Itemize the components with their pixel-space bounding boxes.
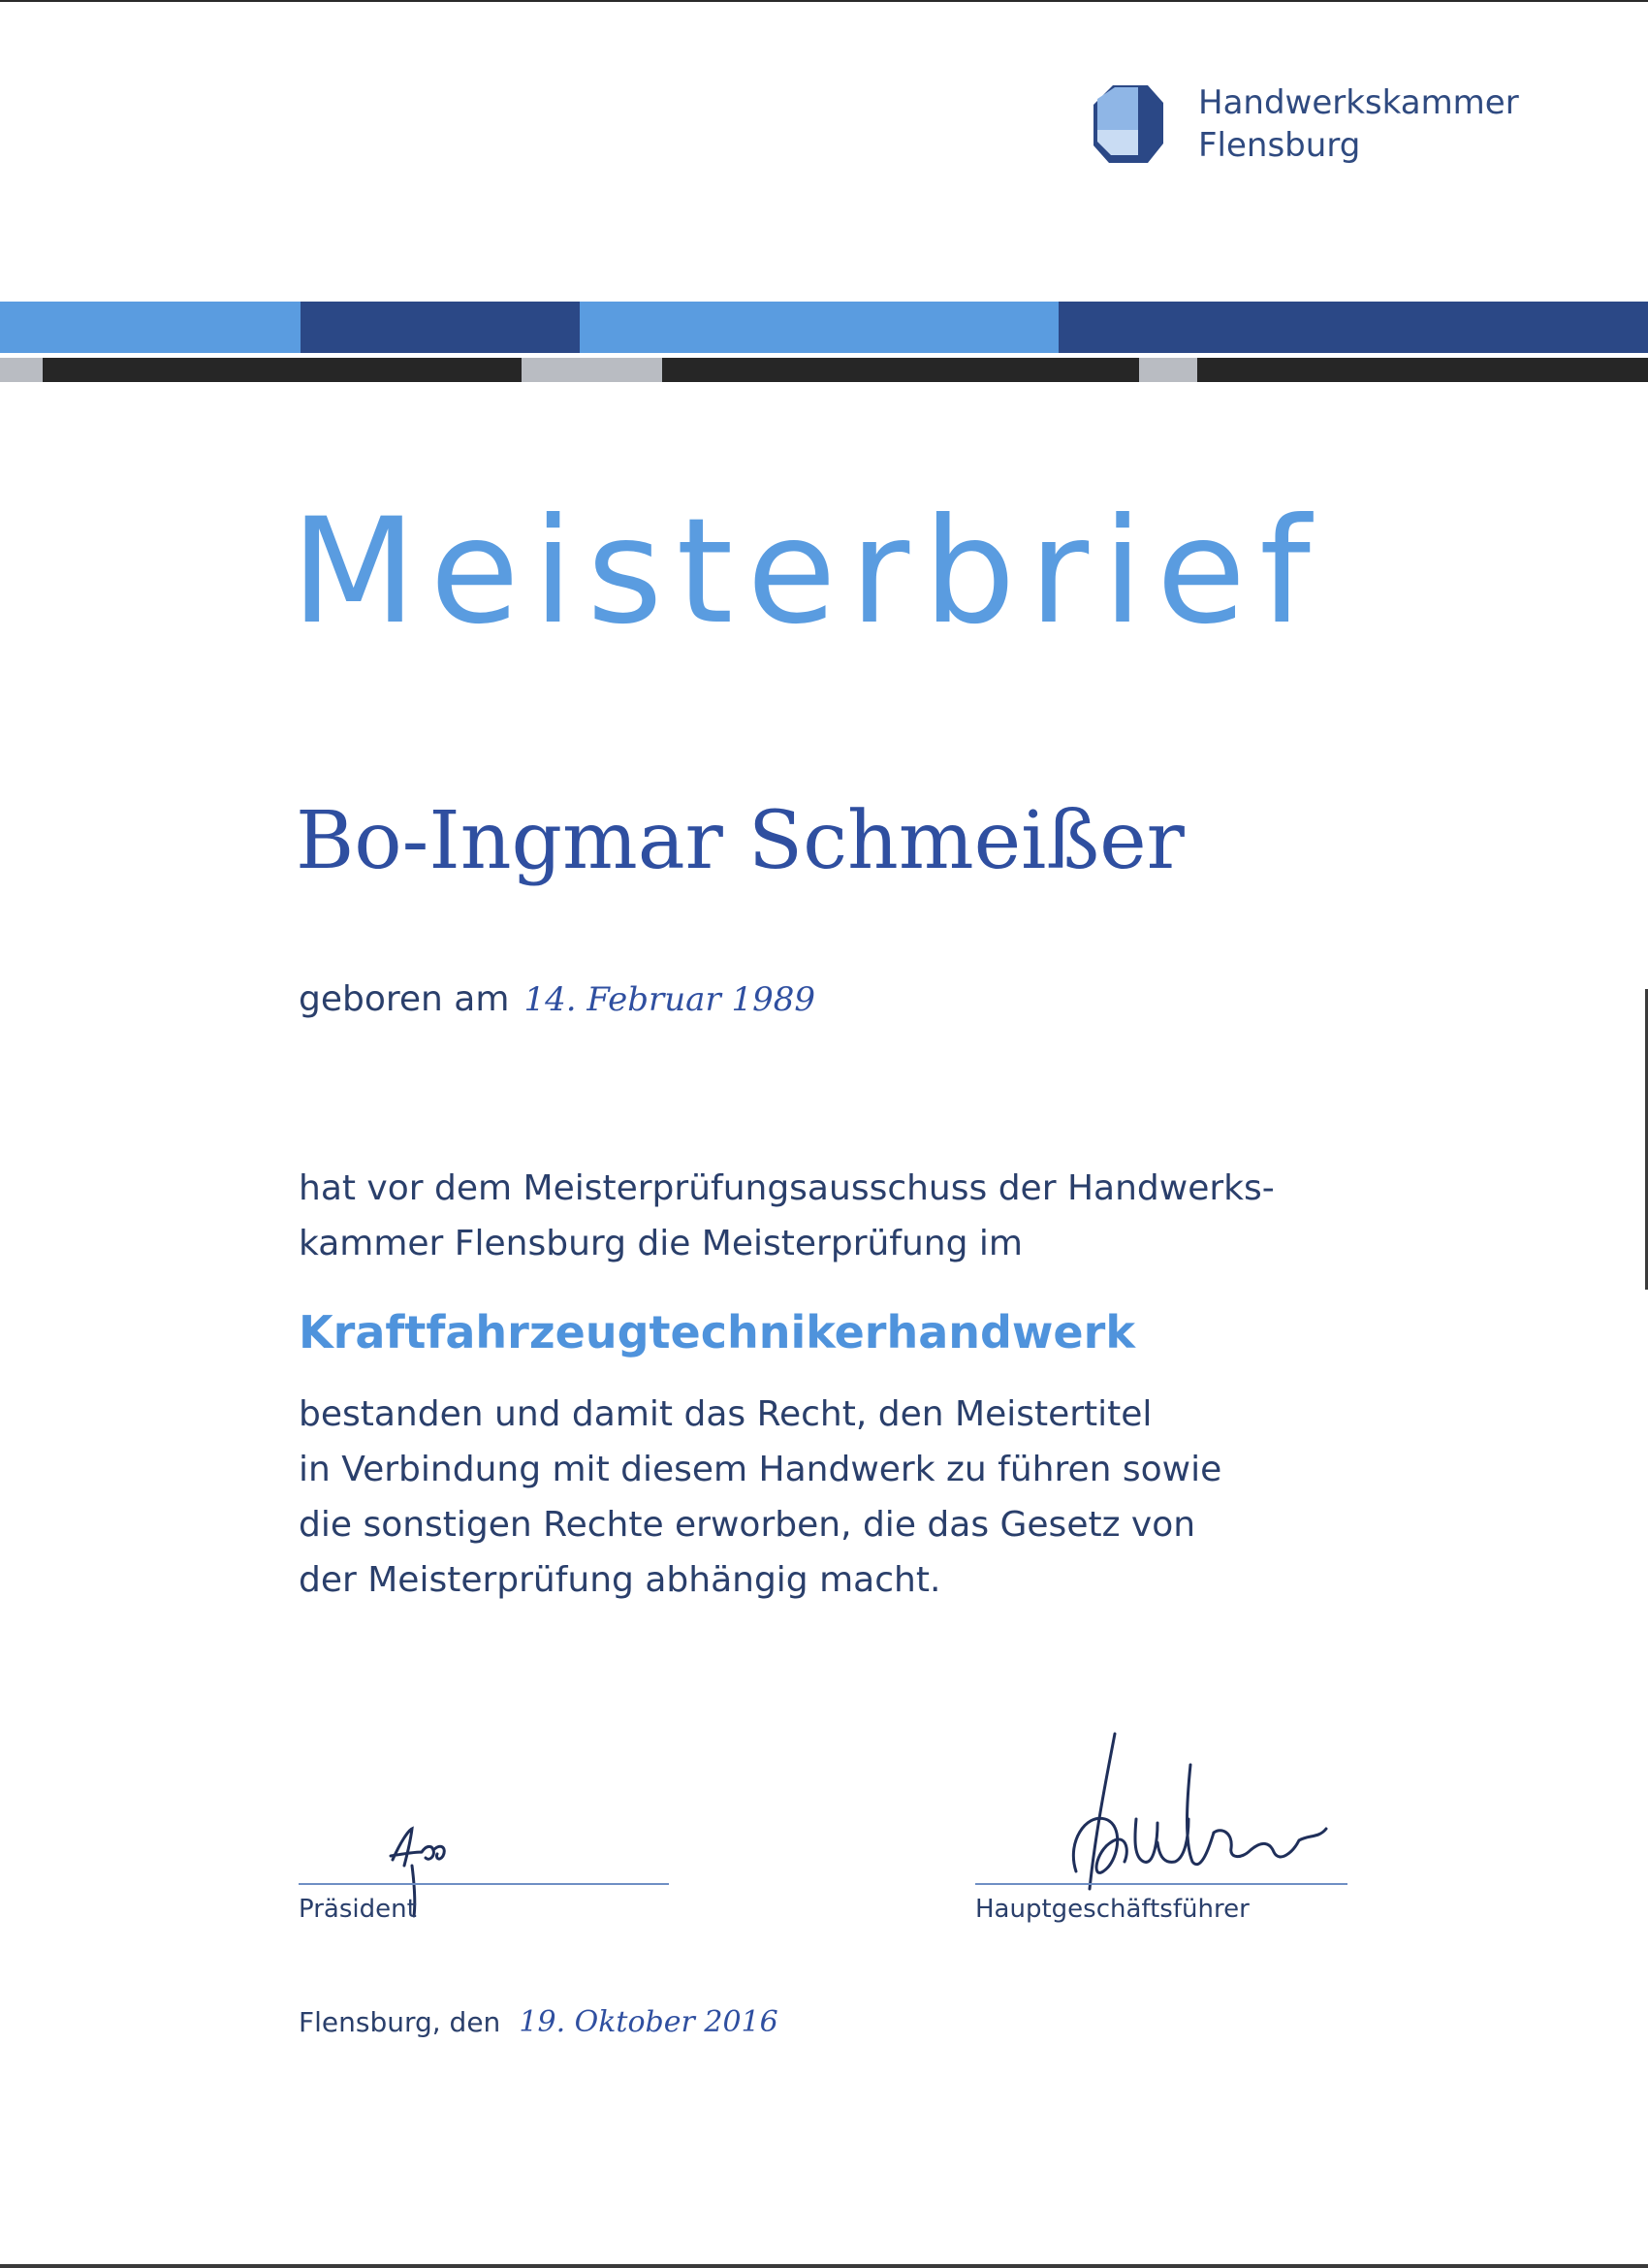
band-segment: [580, 302, 1059, 353]
manager-label: Hauptgeschäftsführer: [975, 1895, 1250, 1924]
president-label: Präsident: [299, 1895, 417, 1924]
band-segment: [0, 358, 43, 382]
signature-line-president: [299, 1883, 669, 1885]
manager-signature: [1057, 1726, 1367, 1891]
bottom-edge-rule: [0, 2264, 1648, 2268]
body-line: in Verbindung mit diesem Handwerk zu führen sowie: [299, 1450, 1222, 1489]
birth-line: [299, 979, 815, 1019]
intro-paragraph: [299, 1161, 1275, 1271]
place-date-line: [299, 2005, 778, 2039]
body-paragraph: [299, 1387, 1221, 1608]
band-segment: [1139, 358, 1197, 382]
band-segment: [1197, 358, 1648, 382]
band-segment: [0, 302, 301, 353]
signature-line-manager: [975, 1883, 1347, 1885]
issue-date: 19. Oktober 2016: [519, 2005, 778, 2039]
organization-name-line1: Handwerkskammer: [1198, 83, 1519, 122]
birth-date: 14. Februar 1989: [523, 980, 816, 1019]
band-segment: [522, 358, 662, 382]
band-segment: [43, 358, 522, 382]
intro-line: hat vor dem Meisterprüfungsausschuss der Handwerks-: [299, 1168, 1275, 1208]
organization-name-line2: Flensburg: [1198, 126, 1361, 165]
recipient-name: Bo-Ingmar Schmeißer: [296, 795, 1185, 887]
decorative-color-band: [0, 302, 1648, 382]
body-line: bestanden und damit das Recht, den Meistertitel: [299, 1394, 1153, 1434]
body-line: der Meisterprüfung abhängig macht.: [299, 1560, 941, 1600]
top-edge-rule: [0, 0, 1648, 2]
band-segment: [1059, 302, 1648, 353]
band-segment: [662, 358, 1139, 382]
trade-name: Kraftfahrzeugtechnikerhandwerk: [299, 1306, 1135, 1358]
organization-name: [1198, 81, 1519, 167]
place-label: Flensburg, den: [299, 2006, 501, 2038]
hwk-logo-icon: [1093, 85, 1163, 163]
birth-label: geboren am: [299, 979, 510, 1019]
certificate-title: Meisterbrief: [291, 488, 1324, 656]
band-segment: [301, 302, 580, 353]
body-line: die sonstigen Rechte erworben, die das Gesetz von: [299, 1505, 1196, 1545]
intro-line: kammer Flensburg die Meisterprüfung im: [299, 1224, 1023, 1263]
